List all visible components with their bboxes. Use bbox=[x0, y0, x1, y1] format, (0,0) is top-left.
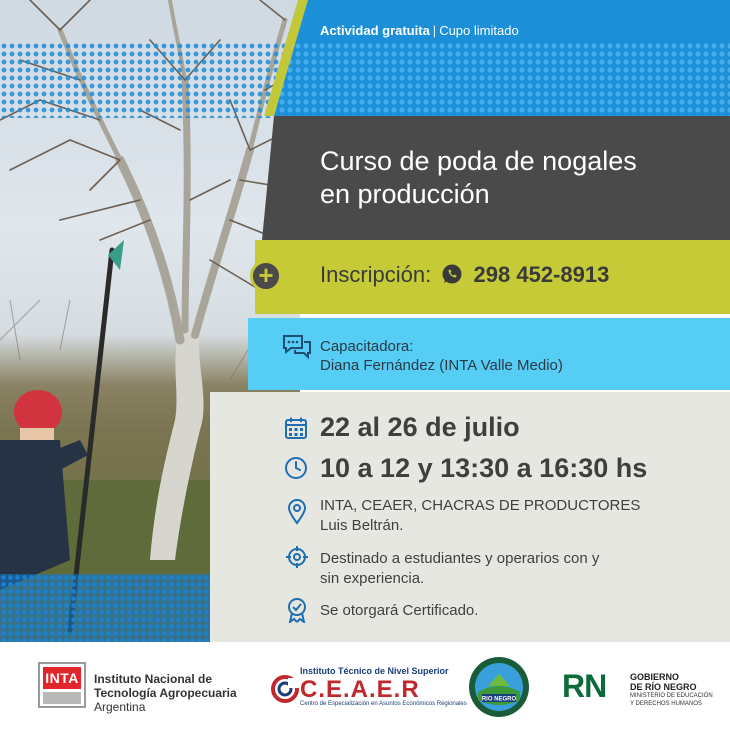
inscription-text bbox=[320, 262, 609, 291]
dates-text: 22 al 26 de julio bbox=[320, 412, 520, 442]
ceaer-swirl-icon bbox=[270, 674, 300, 704]
rn-line1: GOBIERNO bbox=[630, 672, 680, 682]
calendar-icon bbox=[284, 416, 308, 445]
inta-line3: Argentina bbox=[94, 700, 146, 714]
location-line1: INTA, CEAER, CHACRAS DE PRODUCTORES bbox=[320, 497, 641, 514]
inta-logo-bar bbox=[43, 692, 81, 704]
clock-icon bbox=[284, 456, 308, 485]
ceaer-sub-text: Centro de Especialización en Asuntos Económicos Regionales bbox=[300, 701, 467, 707]
rn-line3: MINISTERIO DE EDUCACIÓN bbox=[630, 693, 713, 699]
dotted-overlay-bottom bbox=[0, 574, 215, 642]
ceaer-top-text: Instituto Técnico de Nivel Superior bbox=[300, 666, 449, 676]
dotted-overlay-top bbox=[0, 42, 290, 118]
inta-name bbox=[94, 672, 237, 714]
rn-line2: DE RÍO NEGRO bbox=[630, 682, 697, 692]
inta-line1: Instituto Nacional de bbox=[94, 672, 213, 686]
trainer-label: Capacitadora: bbox=[320, 338, 414, 355]
plus-icon: + bbox=[250, 260, 282, 292]
rn-logo-text: RN bbox=[562, 668, 607, 704]
location-line2: Luis Beltrán. bbox=[320, 517, 404, 534]
trainer-name: Diana Fernández (INTA Valle Medio) bbox=[320, 357, 563, 374]
course-title bbox=[320, 145, 637, 211]
chat-bubbles-icon bbox=[282, 333, 312, 366]
limited-label: Cupo limitado bbox=[439, 23, 519, 38]
course-title-line1: Curso de poda de nogales bbox=[320, 146, 637, 176]
phone-number[interactable]: 298 452-8913 bbox=[473, 262, 610, 287]
rn-ministry-text bbox=[630, 672, 730, 708]
certificate-text: Se otorgará Certificado. bbox=[320, 602, 479, 619]
rn-line4: Y DERECHOS HUMANOS bbox=[630, 701, 702, 707]
whatsapp-icon bbox=[441, 263, 463, 291]
header-band bbox=[270, 0, 730, 116]
inta-logo-text: INTA bbox=[43, 667, 81, 689]
location-pin-icon bbox=[287, 499, 307, 530]
course-title-line2: en producción bbox=[320, 179, 490, 209]
header-text bbox=[320, 23, 519, 38]
inta-logo bbox=[38, 662, 86, 708]
ceaer-logo bbox=[270, 664, 467, 710]
header-separator: | bbox=[432, 23, 437, 38]
seal-text: RIO NEGRO bbox=[481, 696, 517, 703]
target-icon bbox=[285, 545, 309, 574]
footer-logos bbox=[0, 642, 730, 730]
free-activity-label: Actividad gratuita bbox=[320, 23, 430, 38]
audience-text bbox=[320, 549, 599, 589]
location-text bbox=[320, 496, 640, 536]
ceaer-main-text: C.E.A.E.R bbox=[300, 676, 420, 703]
trainer-text bbox=[320, 337, 563, 375]
certificate-badge-icon bbox=[286, 597, 308, 628]
inta-line2: Tecnología Agropecuaria bbox=[94, 686, 237, 700]
rio-negro-seal bbox=[468, 656, 530, 723]
hours-text: 10 a 12 y 13:30 a 16:30 hs bbox=[320, 453, 648, 483]
audience-line2: sin experiencia. bbox=[320, 570, 425, 587]
inscription-label: Inscripción: bbox=[320, 262, 432, 287]
audience-line1: Destinado a estudiantes y operarios con y bbox=[320, 550, 600, 567]
